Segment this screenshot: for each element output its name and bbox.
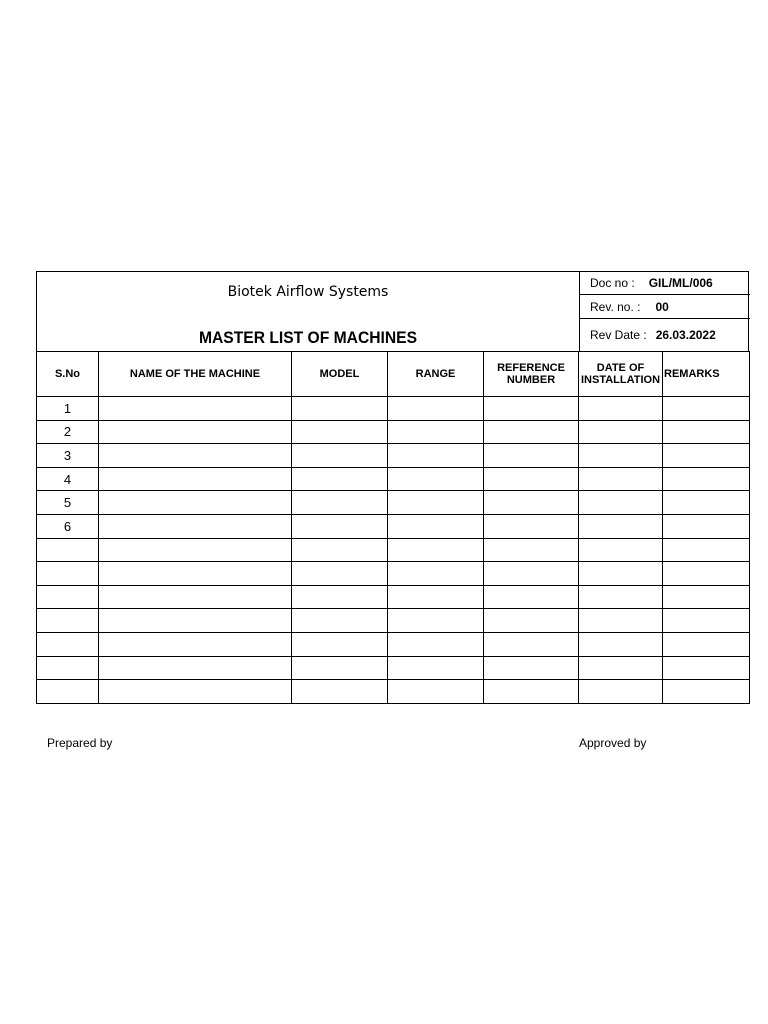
cell-sno (37, 632, 99, 656)
table-row (37, 514, 750, 538)
cell-model (292, 514, 388, 538)
table-row (37, 397, 750, 421)
cell-reference-number (484, 680, 579, 704)
cell-sno (37, 562, 99, 586)
cell-remarks (663, 444, 750, 468)
cell-range (388, 420, 484, 444)
cell-model (292, 397, 388, 421)
cell-reference-number (484, 656, 579, 680)
cell-date-of-installation (579, 538, 663, 562)
cell-range (388, 514, 484, 538)
table-body (37, 397, 750, 704)
cell-sno (37, 585, 99, 609)
cell-remarks (663, 538, 750, 562)
prepared-by-label: Prepared by (47, 736, 113, 750)
cell-date-of-installation (579, 680, 663, 704)
cell-date-of-installation (579, 397, 663, 421)
table-row (37, 562, 750, 586)
table-header-row (37, 352, 750, 397)
cell-reference-number (484, 444, 579, 468)
rev-date-value: 26.03.2022 (655, 328, 716, 342)
col-header-date-of-installation: DATE OF INSTALLATION (579, 352, 663, 397)
cell-machine-name (99, 656, 292, 680)
cell-machine-name (99, 444, 292, 468)
cell-model (292, 538, 388, 562)
rev-no-value: 00 (655, 299, 669, 314)
table-row (37, 444, 750, 468)
cell-machine-name (99, 420, 292, 444)
cell-machine-name (99, 491, 292, 515)
cell-remarks (663, 514, 750, 538)
cell-sno (37, 538, 99, 562)
doc-info-block (579, 271, 750, 351)
cell-remarks (663, 562, 750, 586)
table-row (37, 420, 750, 444)
cell-model (292, 585, 388, 609)
table-row (37, 538, 750, 562)
cell-remarks (663, 491, 750, 515)
cell-range (388, 680, 484, 704)
table-row (37, 585, 750, 609)
cell-reference-number (484, 632, 579, 656)
cell-date-of-installation (579, 609, 663, 633)
cell-remarks (663, 397, 750, 421)
cell-model (292, 680, 388, 704)
cell-reference-number (484, 397, 579, 421)
table-row (37, 632, 750, 656)
cell-model (292, 491, 388, 515)
cell-remarks (663, 467, 750, 491)
rev-date-row (579, 319, 750, 351)
rev-date-label: Rev Date : (590, 328, 647, 342)
col-header-machine-name: NAME OF THE MACHINE (99, 352, 292, 397)
company-name: Biotek Airflow Systems (227, 284, 389, 300)
cell-range (388, 656, 484, 680)
cell-sno (37, 656, 99, 680)
cell-range (388, 491, 484, 515)
cell-machine-name (99, 585, 292, 609)
cell-remarks (663, 609, 750, 633)
form-title: MASTER LIST OF MACHINES (198, 328, 418, 347)
cell-remarks (663, 420, 750, 444)
cell-machine-name (99, 562, 292, 586)
doc-no-value: GIL/ML/006 (648, 275, 713, 290)
cell-date-of-installation (579, 514, 663, 538)
cell-date-of-installation (579, 491, 663, 515)
cell-model (292, 467, 388, 491)
col-header-sno: S.No (37, 352, 99, 397)
document-form (36, 271, 749, 704)
col-header-range: RANGE (388, 352, 484, 397)
cell-range (388, 444, 484, 468)
table-row (37, 491, 750, 515)
col-header-reference-number: REFERENCE NUMBER (484, 352, 579, 397)
cell-machine-name (99, 514, 292, 538)
cell-model (292, 420, 388, 444)
col-header-remarks: REMARKS (663, 352, 750, 397)
cell-date-of-installation (579, 420, 663, 444)
table-row (37, 680, 750, 704)
rev-no-label: Rev. no. : (590, 299, 641, 314)
cell-reference-number (484, 491, 579, 515)
cell-range (388, 609, 484, 633)
cell-machine-name (99, 632, 292, 656)
cell-reference-number (484, 514, 579, 538)
cell-reference-number (484, 585, 579, 609)
cell-range (388, 632, 484, 656)
cell-sno: 6 (37, 514, 99, 538)
cell-sno: 1 (37, 397, 99, 421)
cell-machine-name (99, 609, 292, 633)
cell-sno (37, 680, 99, 704)
cell-reference-number (484, 420, 579, 444)
cell-date-of-installation (579, 467, 663, 491)
cell-date-of-installation (579, 656, 663, 680)
form-header (36, 271, 749, 351)
col-header-model: MODEL (292, 352, 388, 397)
cell-model (292, 444, 388, 468)
cell-sno: 5 (37, 491, 99, 515)
cell-sno: 3 (37, 444, 99, 468)
approved-by-label: Approved by (579, 736, 647, 750)
cell-date-of-installation (579, 444, 663, 468)
cell-model (292, 562, 388, 586)
rev-no-row (579, 295, 750, 319)
cell-date-of-installation (579, 562, 663, 586)
cell-machine-name (99, 397, 292, 421)
cell-range (388, 467, 484, 491)
cell-remarks (663, 632, 750, 656)
cell-reference-number (484, 562, 579, 586)
cell-date-of-installation (579, 632, 663, 656)
machines-table (36, 351, 750, 704)
cell-remarks (663, 656, 750, 680)
cell-sno: 4 (37, 467, 99, 491)
cell-range (388, 397, 484, 421)
cell-date-of-installation (579, 585, 663, 609)
cell-model (292, 656, 388, 680)
table-row (37, 467, 750, 491)
cell-machine-name (99, 467, 292, 491)
cell-sno: 2 (37, 420, 99, 444)
table-row (37, 609, 750, 633)
cell-range (388, 585, 484, 609)
cell-model (292, 632, 388, 656)
cell-reference-number (484, 609, 579, 633)
cell-remarks (663, 680, 750, 704)
cell-model (292, 609, 388, 633)
cell-sno (37, 609, 99, 633)
doc-no-label: Doc no : (590, 275, 635, 290)
cell-range (388, 562, 484, 586)
cell-reference-number (484, 467, 579, 491)
cell-reference-number (484, 538, 579, 562)
table-row (37, 656, 750, 680)
cell-remarks (663, 585, 750, 609)
doc-no-row (579, 271, 750, 295)
cell-machine-name (99, 538, 292, 562)
cell-machine-name (99, 680, 292, 704)
cell-range (388, 538, 484, 562)
